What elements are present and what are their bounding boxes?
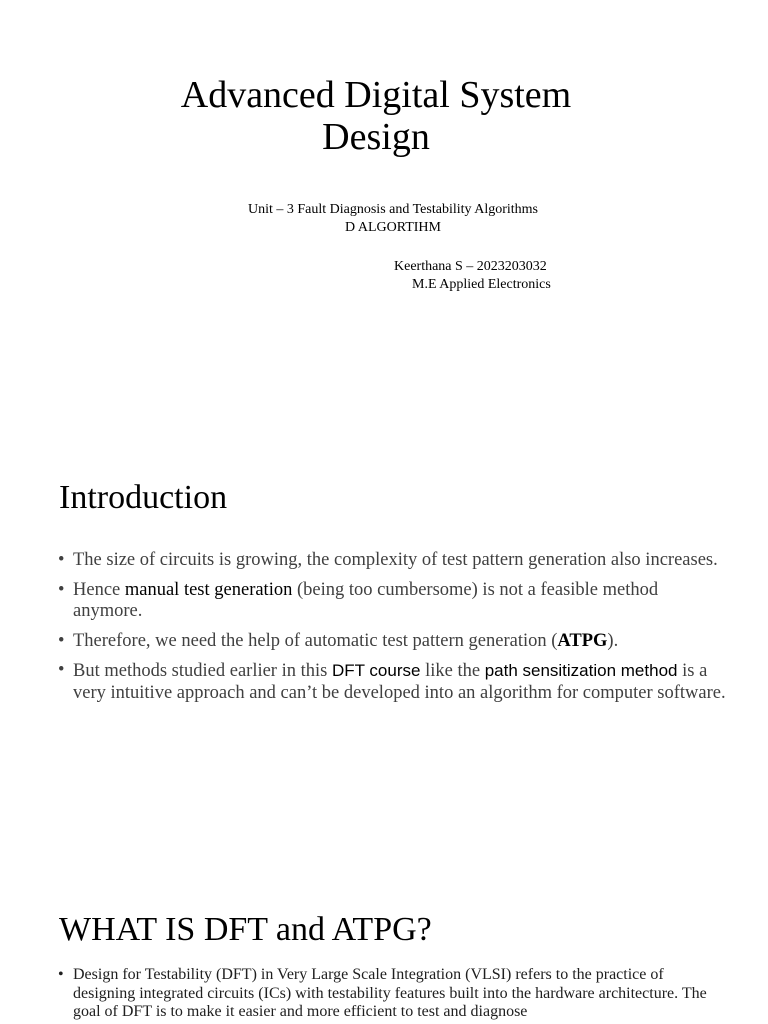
bullet-text: Design for Testability (DFT) in Very Large Scale Integration (VLSI) refers to the practice of designing integrated circuits (ICs) with testability features built into the hardware architecture. The goal of DFT is to make it easier and more efficient to test and diagnose: [73, 966, 707, 1020]
bullet-icon: •: [58, 630, 65, 651]
bullet-icon: •: [58, 966, 64, 983]
bullet-text: ).: [607, 630, 619, 651]
highlight-term: path sensitization method: [484, 661, 678, 680]
bullet-text: But methods studied earlier in this: [73, 661, 332, 681]
subtitle-line-1: Unit – 3 Fault Diagnosis and Testability Algorithms: [247, 202, 539, 217]
bullet-icon: •: [58, 579, 65, 600]
list-item: [58, 660, 728, 704]
introduction-heading: Introduction: [59, 479, 228, 516]
bullet-text: Hence: [73, 579, 125, 600]
author-department: M.E Applied Electronics: [412, 277, 551, 292]
bullet-text: like the: [420, 661, 485, 681]
highlight-term: DFT course: [331, 661, 421, 680]
subtitle-line-2: D ALGORTIHM: [345, 220, 441, 235]
list-item: [58, 580, 728, 623]
dft-bullet-list: [58, 966, 728, 1022]
dft-atpg-heading: WHAT IS DFT and ATPG?: [59, 911, 432, 948]
highlight-term: manual test generation: [124, 579, 293, 600]
bullet-text: The size of circuits is growing, the complexity of test pattern generation also increases.: [73, 550, 718, 570]
bold-term: ATPG: [557, 630, 608, 651]
title-line-2: Design: [322, 116, 430, 158]
title-slide-subtitle: [0, 201, 768, 237]
list-item: [58, 631, 728, 653]
title-slide-heading: [0, 74, 752, 158]
bullet-text: is a very intuitive approach and can’t be developed into an algorithm for computer software.: [73, 661, 726, 703]
bullet-text: Therefore, we need the help of automatic test pattern generation (: [73, 630, 558, 651]
bullet-icon: •: [58, 550, 65, 570]
list-item: [58, 550, 728, 572]
title-line-1: Advanced Digital System: [180, 74, 572, 116]
bullet-icon: •: [58, 660, 65, 680]
introduction-bullet-list: [58, 550, 728, 712]
bullet-text: (being too cumbersome) is not a feasible method anymore.: [73, 579, 659, 621]
list-item: [58, 966, 728, 1022]
author-name: Keerthana S – 2023203032: [394, 259, 547, 274]
